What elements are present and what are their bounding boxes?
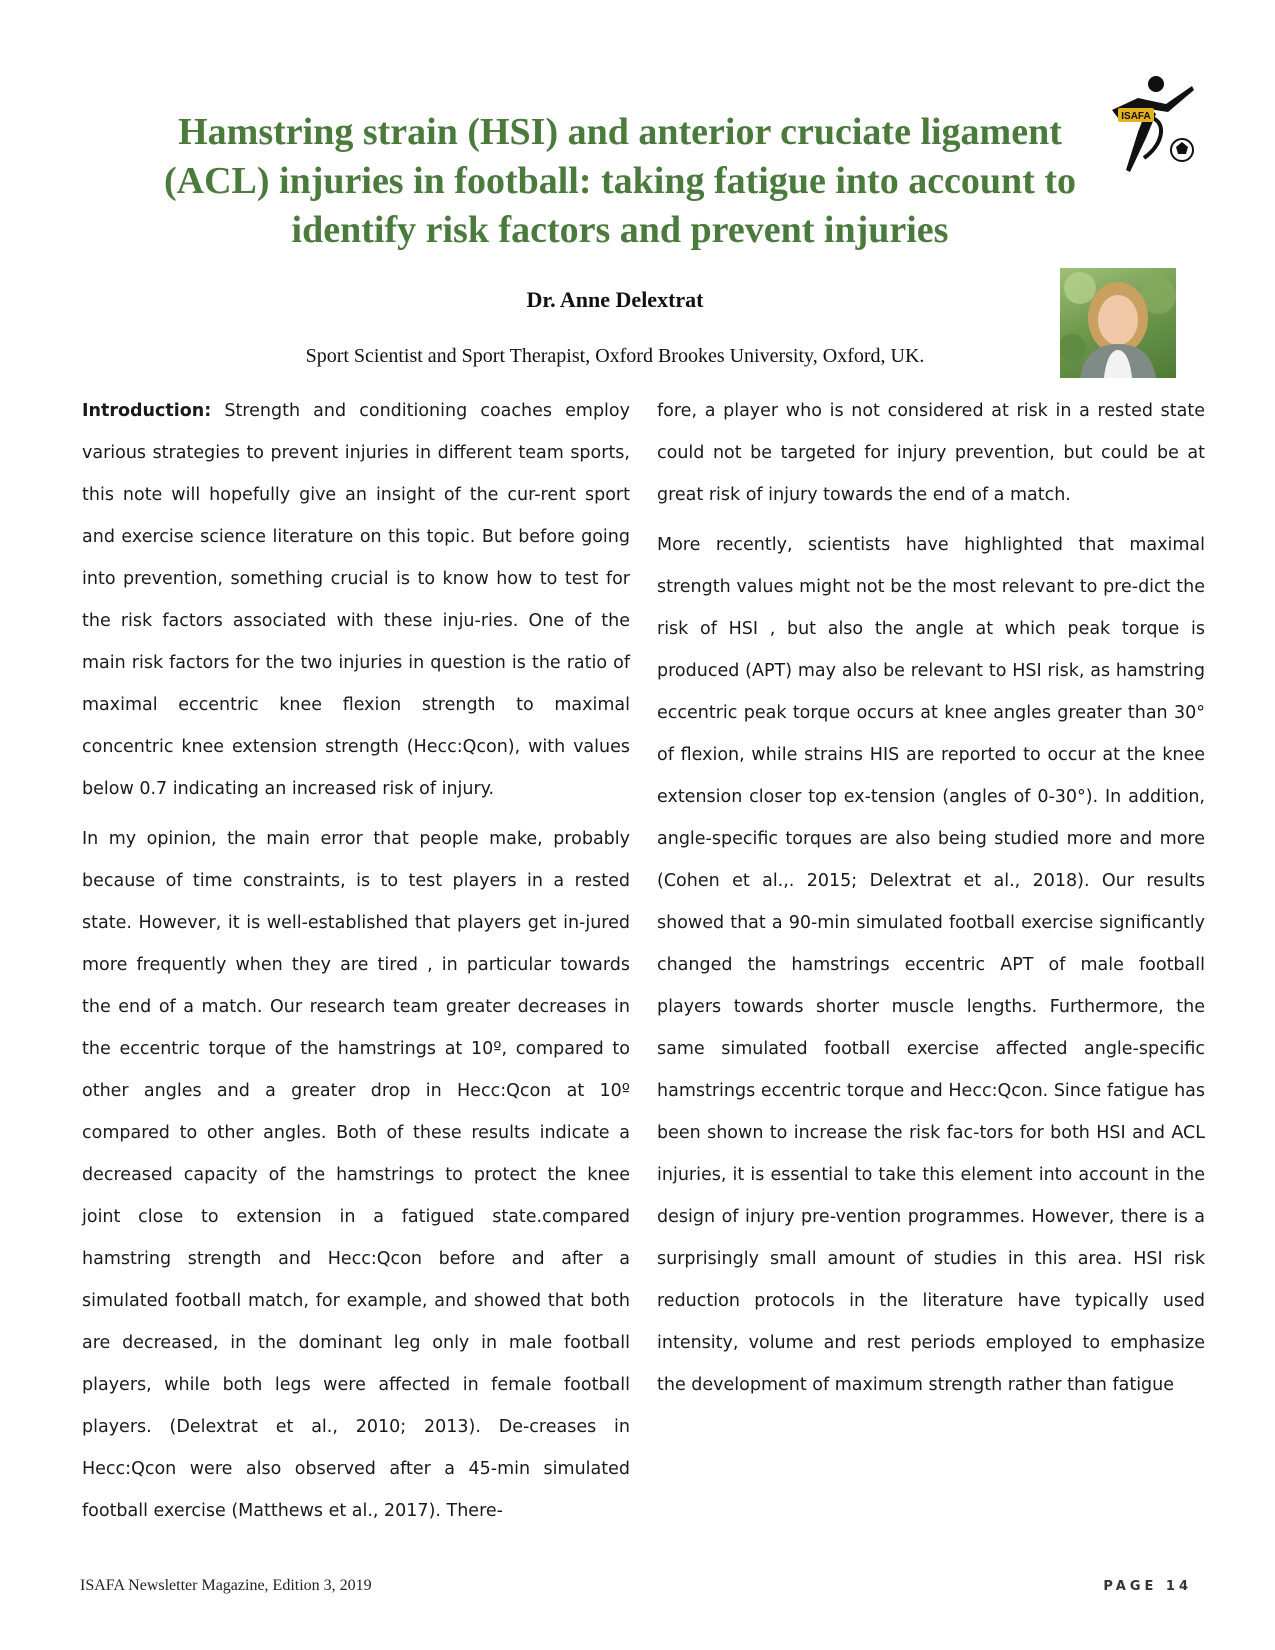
- paragraph: More recently, scientists have highlighted that maximal strength values might not be the most relevant to pre-dict the risk of HSI , but also the angle at which peak torque is produced (APT) may also be relevant to HSI risk, as hamstring eccentric peak torque occurs at knee angles greater than 30° of flexion, while strains HIS are reported to occur at the knee extension closer top ex-tension (angles of 0-30°). In addition, angle-specific torques are also being studied more and more (Cohen et al.,. 2015; Delextrat et al., 2018). Our results showed that a 90-min simulated football exercise significantly changed the hamstrings eccentric APT of male football players towards shorter muscle lengths. Furthermore, the same simulated football exercise affected angle-specific hamstrings eccentric torque and Hecc:Qcon. Since fatigue has been shown to increase the risk fac-tors for both HSI and ACL injuries, it is essential to take this element into account in the design of injury pre-vention programmes. However, there is a surprisingly small amount of studies in this area. HSI risk reduction protocols in the literature have typically used intensity, volume and rest periods employed to emphasize the development of maximum strength rather than fatigue: [657, 535, 1205, 1395]
- intro-label: Introduction:: [82, 401, 212, 421]
- logo-text: ISAFA: [1121, 111, 1151, 122]
- title-line: identify risk factors and prevent injuries: [291, 209, 949, 251]
- right-column: [657, 390, 1205, 1414]
- left-column: [82, 390, 630, 1540]
- author-affiliation: Sport Scientist and Sport Therapist, Oxford Brookes University, Oxford, UK.: [305, 345, 925, 367]
- paragraph: fore, a player who is not considered at risk in a rested state could not be targeted for injury prevention, but could be at great risk of injury towards the end of a match.: [657, 401, 1205, 505]
- author-name: Dr. Anne Delextrat: [526, 287, 704, 312]
- page-number: PAGE 14: [1103, 1579, 1192, 1594]
- article-title: [70, 108, 1170, 255]
- footer-publication: ISAFA Newsletter Magazine, Edition 3, 2019: [80, 1577, 372, 1594]
- title-line: (ACL) injuries in football: taking fatigue into account to: [164, 160, 1076, 202]
- paragraph: [82, 390, 630, 810]
- paragraph-text: Strength and conditioning coaches employ various strategies to prevent injuries in different team sports, this note will hopefully give an insight of the cur-rent sport and exercise science literature on this topic. But before going into prevention, something crucial is to know how to test for the risk factors associated with these inju-ries. One of the main risk factors for the two injuries in question is the ratio of maximal eccentric knee flexion strength to maximal concentric knee extension strength (Hecc:Qcon), with values below 0.7 indicating an increased risk of injury.: [82, 401, 630, 799]
- isafa-logo-icon: [1108, 74, 1196, 174]
- title-line: Hamstring strain (HSI) and anterior cruciate ligament: [178, 111, 1062, 153]
- paragraph: In my opinion, the main error that people make, probably because of time constraints, is to test players in a rested state. However, it is well-established that players get in-jured more frequently when they are tired , in particular towards the end of a match. Our research team greater decreases in the eccentric torque of the hamstrings at 10º, compared to other angles and a greater drop in Hecc:Qcon at 10º compared to other angles. Both of these results indicate a decreased capacity of the hamstrings to protect the knee joint close to extension in a fatigued state.compared hamstring strength and Hecc:Qcon before and after a simulated football match, for example, and showed that both are decreased, in the dominant leg only in male football players, while both legs were affected in female football players. (Delextrat et al., 2010; 2013). De-creases in Hecc:Qcon were also observed after a 45-min simulated football exercise (Matthews et al., 2017). There-: [82, 829, 630, 1521]
